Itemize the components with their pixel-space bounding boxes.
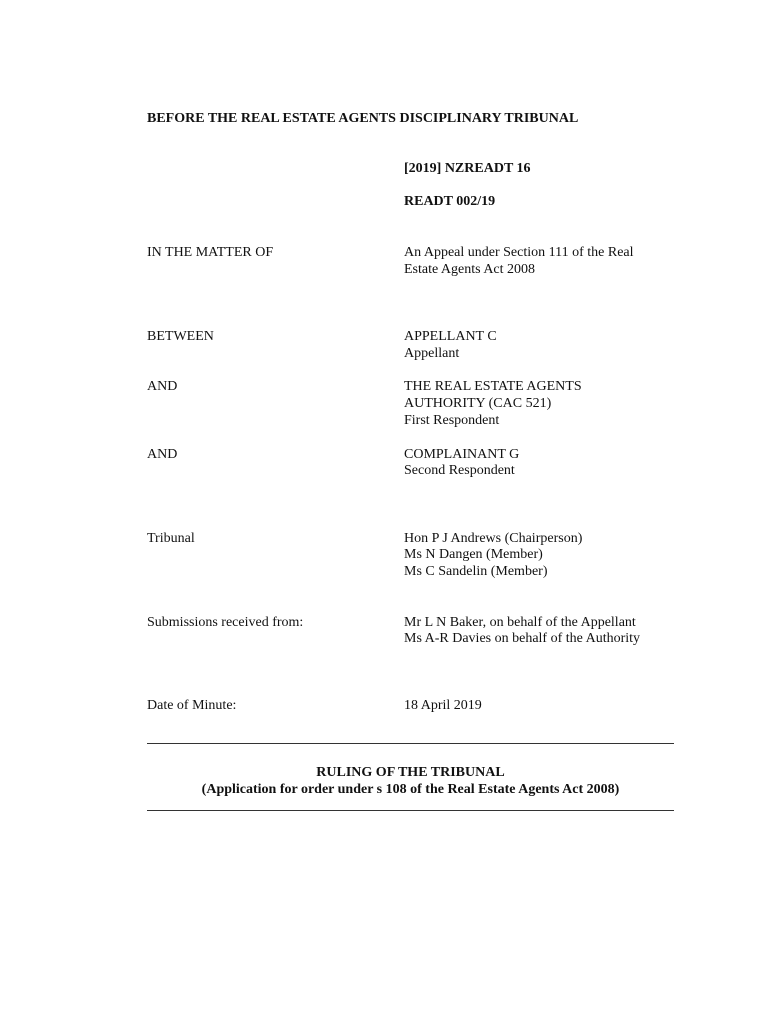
file-number: READT 002/19 xyxy=(404,194,496,209)
submission-from: Ms A-R Davies on behalf of the Authority xyxy=(404,631,641,646)
matter-line-1: An Appeal under Section 111 of the Real xyxy=(404,245,634,260)
date-label: Date of Minute: xyxy=(147,698,237,713)
between-label: BETWEEN xyxy=(147,329,214,344)
tribunal-label: Tribunal xyxy=(147,531,195,546)
and-label-1: AND xyxy=(147,379,178,394)
tribunal-member: Ms C Sandelin (Member) xyxy=(404,564,548,579)
first-respondent-role: First Respondent xyxy=(404,413,500,428)
tribunal-member: Hon P J Andrews (Chairperson) xyxy=(404,531,583,546)
appellant-role: Appellant xyxy=(404,346,460,361)
divider-bottom xyxy=(147,810,674,811)
first-respondent-name-line-1: THE REAL ESTATE AGENTS xyxy=(404,379,582,394)
matter-label: IN THE MATTER OF xyxy=(147,245,274,260)
first-respondent-name-line-2: AUTHORITY (CAC 521) xyxy=(404,396,552,411)
matter-line-2: Estate Agents Act 2008 xyxy=(404,262,536,277)
second-respondent-role: Second Respondent xyxy=(404,463,515,478)
tribunal-heading: BEFORE THE REAL ESTATE AGENTS DISCIPLINARY TRIBUNAL xyxy=(147,111,579,126)
and-label-2: AND xyxy=(147,447,178,462)
ruling-subtitle: (Application for order under s 108 of the Real Estate Agents Act 2008) xyxy=(201,782,620,797)
ruling-title: RULING OF THE TRIBUNAL xyxy=(316,765,505,780)
divider-top xyxy=(147,743,674,744)
appellant-name: APPELLANT C xyxy=(404,329,497,344)
submission-from: Mr L N Baker, on behalf of the Appellant xyxy=(404,615,636,630)
tribunal-member: Ms N Dangen (Member) xyxy=(404,547,543,562)
neutral-citation: [2019] NZREADT 16 xyxy=(404,161,531,176)
date-value: 18 April 2019 xyxy=(404,698,482,713)
second-respondent-name: COMPLAINANT G xyxy=(404,447,520,462)
submissions-label: Submissions received from: xyxy=(147,615,304,630)
